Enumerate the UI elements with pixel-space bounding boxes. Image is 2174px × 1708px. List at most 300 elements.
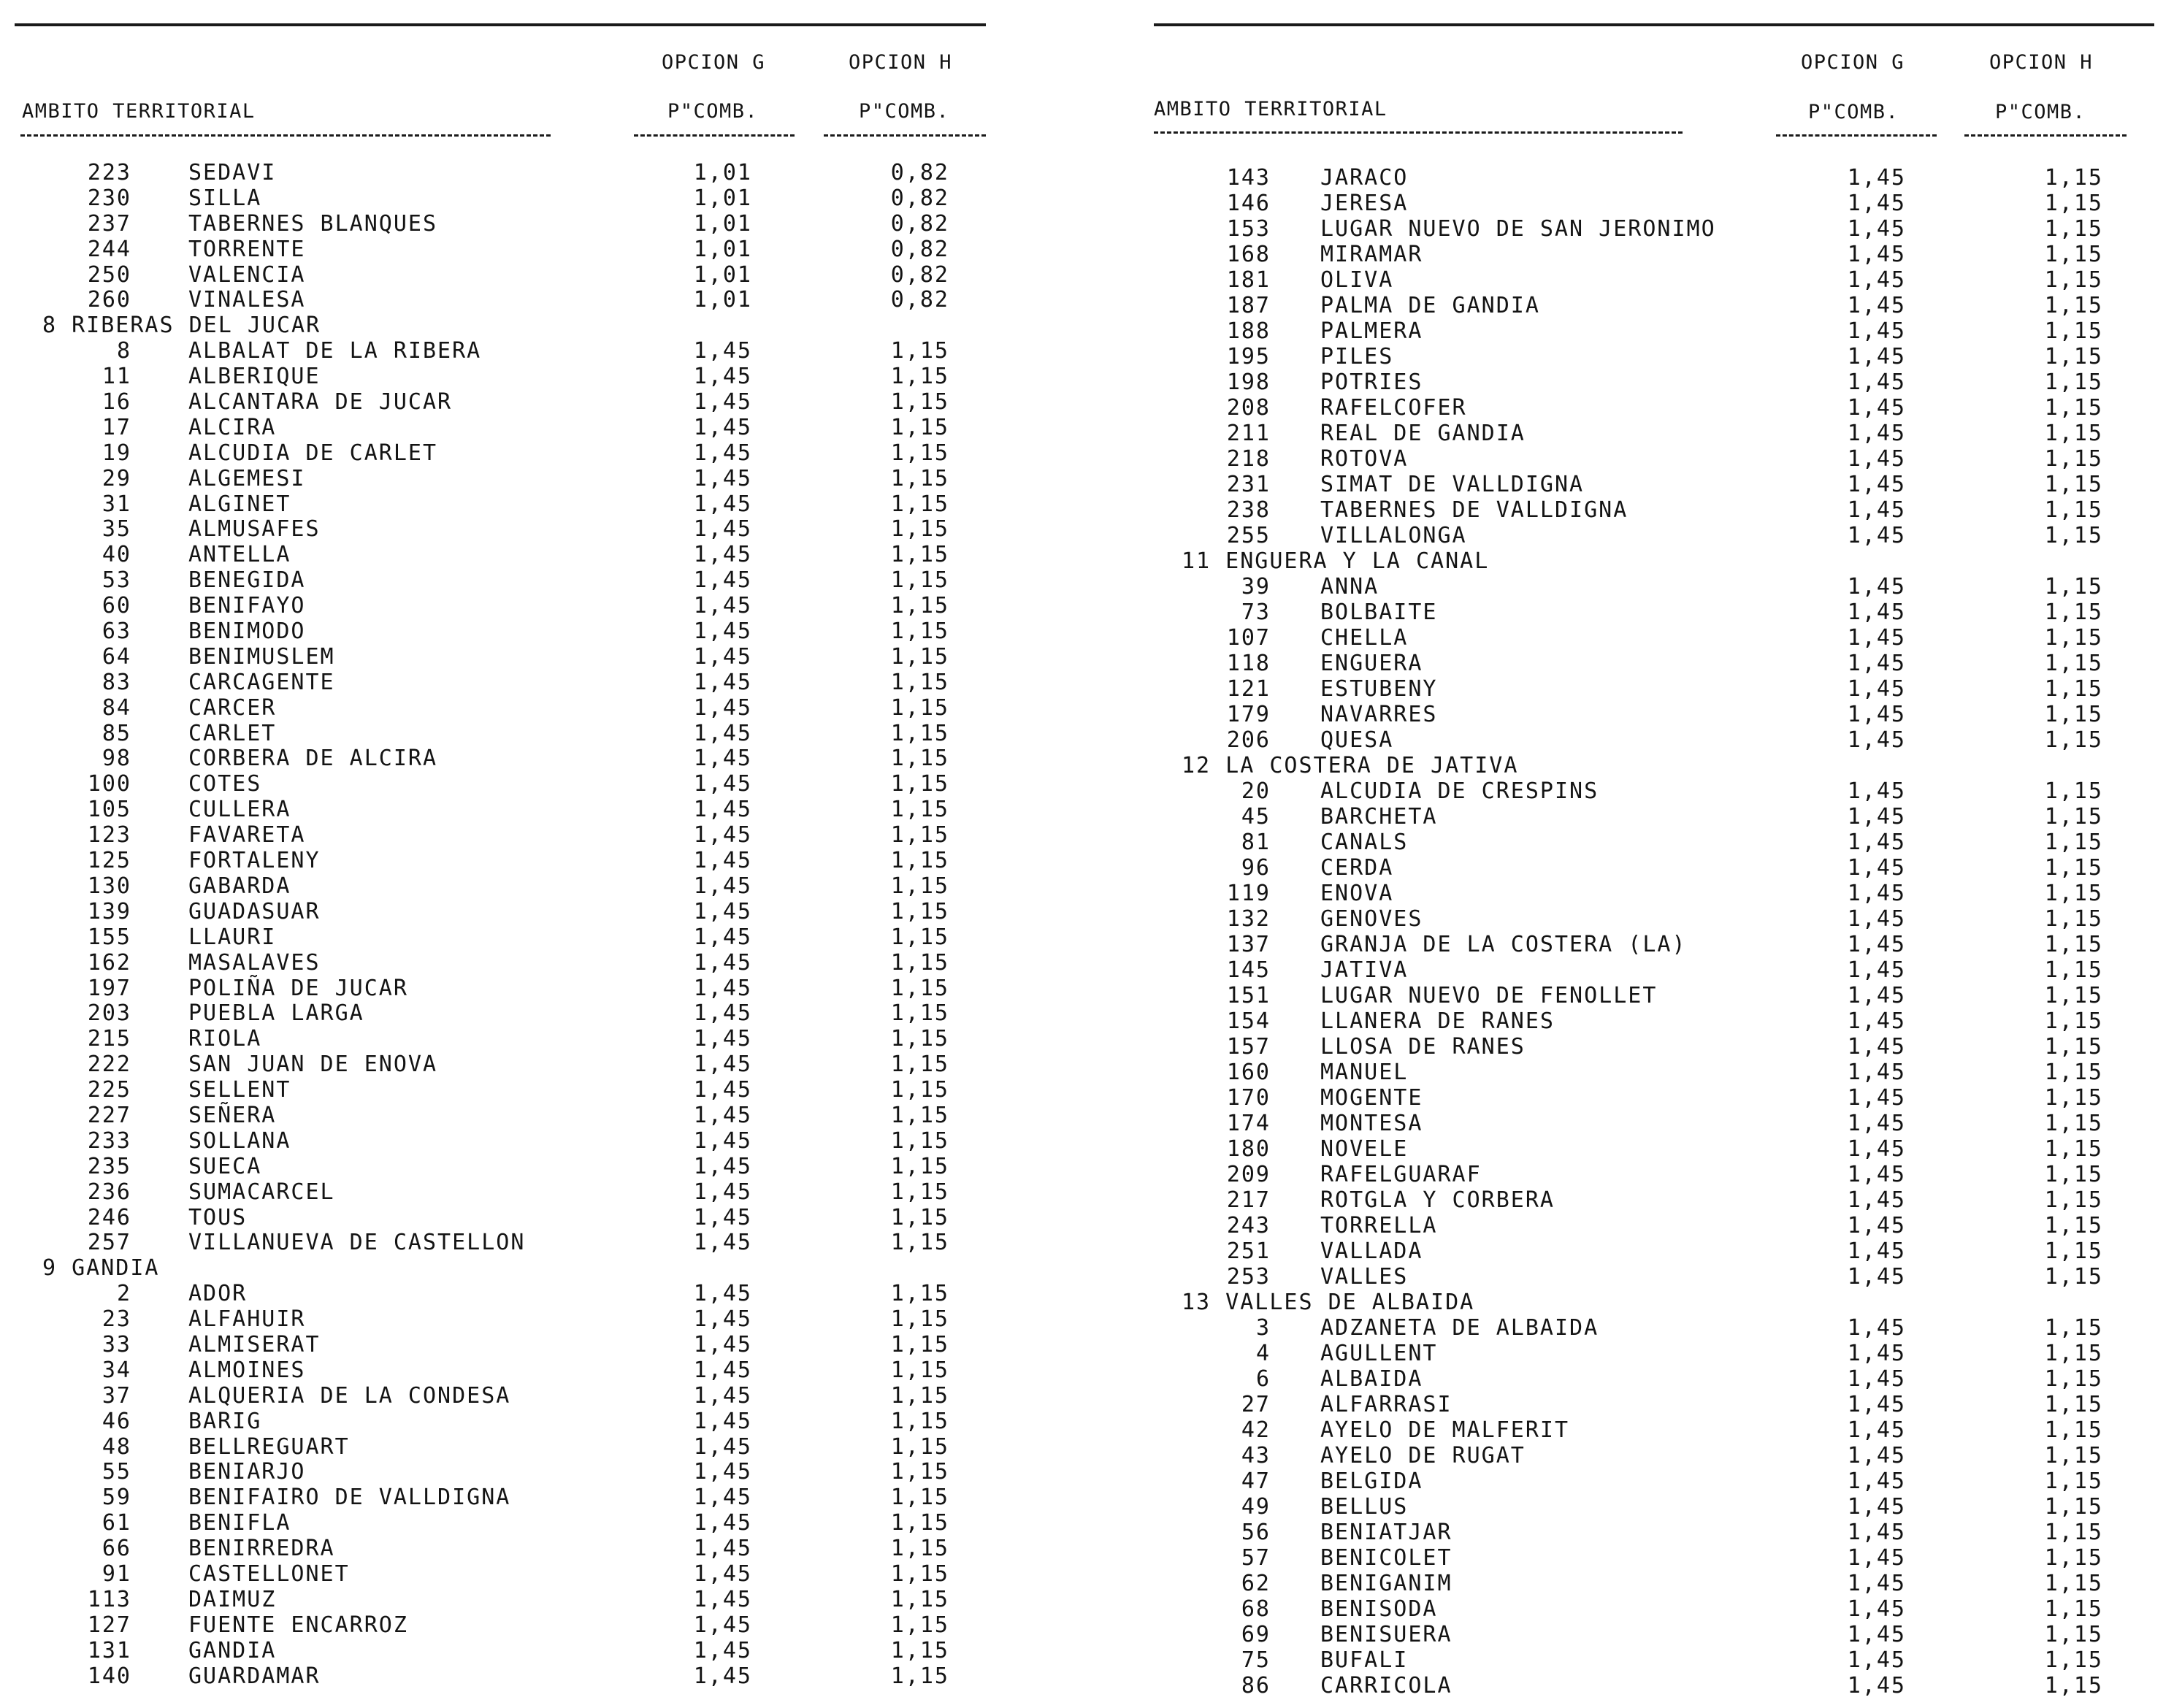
table-row: [1154, 395, 2174, 421]
table-row: [1154, 983, 2174, 1008]
table-row: [0, 1307, 1037, 1333]
opcion-g-value: 1,45: [1847, 1341, 1906, 1366]
municipality-name: POLIÑA DE JUCAR: [188, 975, 408, 1001]
opcion-g-value: 1,45: [693, 1637, 752, 1663]
municipality-code: 127: [87, 1612, 131, 1638]
opcion-h-value: 1,15: [2044, 1622, 2103, 1647]
municipality-code: 3: [1255, 1315, 1271, 1341]
municipality-name: OLIVA: [1320, 267, 1394, 293]
opcion-h-value: 1,15: [890, 746, 949, 772]
municipality-code: 119: [1226, 881, 1271, 906]
municipality-code: 4: [1255, 1341, 1271, 1366]
opcion-g-value: 1,45: [693, 1230, 752, 1256]
municipality-name: QUESA: [1320, 727, 1394, 753]
right-page: [1154, 0, 2174, 1708]
municipality-code: 174: [1226, 1111, 1271, 1136]
municipality-code: 153: [1226, 216, 1271, 242]
opcion-g-value: 1,45: [693, 1510, 752, 1536]
opcion-h-value: 1,15: [890, 1663, 949, 1689]
table-row: [1154, 1520, 2174, 1545]
opcion-h-value: 1,15: [890, 414, 949, 440]
opcion-g-value: 1,45: [1847, 1520, 1906, 1545]
table-row: [1154, 242, 2174, 267]
municipality-code: 96: [1241, 855, 1271, 881]
table-row: [0, 288, 1037, 313]
municipality-code: 215: [87, 1026, 131, 1052]
municipality-code: 91: [102, 1560, 131, 1587]
municipality-name: ADZANETA DE ALBAIDA: [1320, 1315, 1599, 1341]
opcion-g-value: 1,45: [693, 567, 752, 594]
opcion-g-value: 1,45: [693, 491, 752, 517]
municipality-code: 53: [102, 567, 131, 594]
ambito-underline: [1154, 131, 1683, 134]
opcion-h-value: 1,15: [890, 567, 949, 594]
municipality-code: 8: [116, 338, 131, 364]
municipality-code: 84: [102, 694, 131, 721]
municipality-name: CANALS: [1320, 830, 1409, 855]
table-row: [1154, 1085, 2174, 1111]
opcion-h-value: 1,15: [2044, 293, 2103, 318]
table-row: [0, 237, 1037, 263]
municipality-name: CULLERA: [188, 797, 291, 823]
opcion-h-value: 1,15: [2044, 216, 2103, 242]
table-row: [0, 619, 1037, 645]
municipality-code: 203: [87, 1000, 131, 1027]
opcion-h-value: 1,15: [2044, 855, 2103, 881]
table-row: [0, 1460, 1037, 1485]
opcion-g-underline: [1776, 134, 1937, 137]
opcion-g-value: 1,45: [1847, 1111, 1906, 1136]
municipality-name: ALBAIDA: [1320, 1366, 1423, 1392]
municipality-code: 57: [1241, 1545, 1271, 1571]
opcion-g-value: 1,45: [1847, 523, 1906, 548]
opcion-h-value: 1,15: [2044, 1111, 2103, 1136]
municipality-code: 251: [1226, 1238, 1271, 1264]
municipality-name: VILLANUEVA DE CASTELLON: [188, 1230, 526, 1256]
table-row: [0, 1180, 1037, 1206]
table-row: [1154, 1647, 2174, 1673]
municipality-name: VILLALONGA: [1320, 523, 1467, 548]
municipality-name: FORTALENY: [188, 848, 321, 874]
opcion-h-value: 1,15: [890, 848, 949, 874]
municipality-code: 105: [87, 797, 131, 823]
opcion-h-value: 1,15: [2044, 1673, 2103, 1699]
table-row: [0, 1384, 1037, 1409]
opcion-g-header: OPCION G: [1801, 51, 1905, 74]
opcion-g-value: 1,45: [1847, 369, 1906, 395]
opcion-h-value: 1,15: [890, 1077, 949, 1103]
municipality-code: 130: [87, 873, 131, 899]
table-row: [1154, 1494, 2174, 1520]
opcion-g-value: 1,45: [1847, 651, 1906, 676]
municipality-name: CARLET: [188, 720, 277, 746]
municipality-name: VINALESA: [188, 287, 306, 313]
opcion-h-value: 1,15: [2044, 702, 2103, 727]
municipality-name: ALGINET: [188, 491, 291, 517]
opcion-h-value: 1,15: [890, 1026, 949, 1052]
municipality-code: 55: [102, 1459, 131, 1485]
opcion-g-value: 1,45: [1847, 574, 1906, 600]
opcion-g-value: 1,01: [693, 236, 752, 262]
municipality-code: 48: [102, 1433, 131, 1460]
municipality-name: ALQUERIA DE LA CONDESA: [188, 1382, 511, 1409]
municipality-name: TORRELLA: [1320, 1213, 1438, 1238]
opcion-h-value: 1,15: [2044, 1392, 2103, 1417]
municipality-code: 69: [1241, 1622, 1271, 1647]
municipality-code: 211: [1226, 421, 1271, 446]
table-row: [1154, 1264, 2174, 1290]
opcion-g-value: 1,45: [693, 414, 752, 440]
opcion-g-value: 1,45: [1847, 1085, 1906, 1111]
municipality-code: 237: [87, 210, 131, 237]
municipality-code: 209: [1226, 1162, 1271, 1187]
municipality-name: JERESA: [1320, 191, 1409, 216]
opcion-g-value: 1,45: [693, 669, 752, 695]
municipality-code: 162: [87, 949, 131, 976]
municipality-code: 146: [1226, 191, 1271, 216]
municipality-name: ALMOINES: [188, 1357, 306, 1383]
table-row: [1154, 625, 2174, 651]
municipality-name: BENISUERA: [1320, 1622, 1452, 1647]
municipality-name: AYELO DE RUGAT: [1320, 1443, 1526, 1468]
municipality-code: 218: [1226, 446, 1271, 472]
opcion-g-value: 1,45: [693, 848, 752, 874]
opcion-g-value: 1,01: [693, 261, 752, 288]
municipality-name: PILES: [1320, 344, 1394, 369]
municipality-name: BENIATJAR: [1320, 1520, 1452, 1545]
municipality-name: SELLENT: [188, 1077, 291, 1103]
table-row: [0, 517, 1037, 543]
region-header-row: [1154, 753, 2174, 778]
opcion-h-value: 0,82: [890, 261, 949, 288]
opcion-h-value: 1,15: [890, 1052, 949, 1078]
municipality-code: 60: [102, 593, 131, 619]
table-row: [1154, 472, 2174, 497]
municipality-name: ALMISERAT: [188, 1331, 321, 1357]
opcion-h-value: 1,15: [2044, 1494, 2103, 1520]
opcion-g-value: 1,45: [1847, 1060, 1906, 1085]
region-label: 12 LA COSTERA DE JATIVA: [1182, 753, 1519, 778]
municipality-code: 98: [102, 746, 131, 772]
opcion-h-value: 0,82: [890, 185, 949, 211]
opcion-h-value: 1,15: [890, 516, 949, 543]
municipality-name: ALBERIQUE: [188, 364, 321, 390]
opcion-g-value: 1,45: [693, 1052, 752, 1078]
table-row: [1154, 1366, 2174, 1392]
municipality-code: 118: [1226, 651, 1271, 676]
municipality-name: GRANJA DE LA COSTERA (LA): [1320, 932, 1687, 957]
municipality-name: ROTOVA: [1320, 446, 1409, 472]
opcion-h-value: 1,15: [2044, 395, 2103, 421]
opcion-h-value: 1,15: [890, 1612, 949, 1638]
opcion-h-value: 1,15: [2044, 446, 2103, 472]
table-row: [0, 645, 1037, 670]
opcion-g-value: 1,45: [693, 1663, 752, 1689]
opcion-g-value: 1,45: [693, 389, 752, 415]
municipality-name: LLANERA DE RANES: [1320, 1008, 1555, 1034]
opcion-h-value: 1,15: [890, 924, 949, 950]
opcion-g-value: 1,45: [693, 873, 752, 899]
municipality-name: SIMAT DE VALLDIGNA: [1320, 472, 1585, 497]
table-row: [0, 1154, 1037, 1180]
municipality-name: JATIVA: [1320, 957, 1409, 983]
municipality-code: 260: [87, 287, 131, 313]
municipality-code: 66: [102, 1536, 131, 1562]
opcion-g-value: 1,45: [693, 1026, 752, 1052]
municipality-name: ESTUBENY: [1320, 676, 1438, 702]
opcion-g-value: 1,45: [693, 1485, 752, 1511]
opcion-g-value: 1,45: [693, 822, 752, 849]
opcion-g-value: 1,45: [1847, 1187, 1906, 1213]
opcion-h-value: 1,15: [2044, 1545, 2103, 1571]
table-row: [1154, 216, 2174, 242]
opcion-g-value: 1,45: [1847, 1034, 1906, 1060]
region-header-row: [0, 1256, 1037, 1282]
opcion-g-value: 1,45: [693, 1408, 752, 1434]
opcion-g-value: 1,45: [693, 797, 752, 823]
municipality-code: 125: [87, 848, 131, 874]
opcion-g-value: 1,45: [1847, 1264, 1906, 1290]
opcion-h-value: 1,15: [890, 440, 949, 466]
municipality-name: ALFARRASI: [1320, 1392, 1452, 1417]
region-label: 9 GANDIA: [42, 1255, 160, 1282]
opcion-h-value: 1,15: [890, 1510, 949, 1536]
opcion-g-value: 1,45: [1847, 983, 1906, 1008]
municipality-name: ENGUERA: [1320, 651, 1423, 676]
opcion-h-value: 1,15: [2044, 165, 2103, 191]
opcion-h-value: 1,15: [2044, 344, 2103, 369]
municipality-code: 37: [102, 1382, 131, 1409]
municipality-name: SEDAVI: [188, 160, 277, 185]
opcion-g-value: 1,45: [1847, 1213, 1906, 1238]
municipality-code: 139: [87, 898, 131, 924]
opcion-h-underline: [824, 134, 986, 137]
table-row: [0, 1588, 1037, 1613]
table-row: [0, 746, 1037, 772]
table-row: [0, 900, 1037, 925]
opcion-h-value: 1,15: [890, 1459, 949, 1485]
municipality-name: REAL DE GANDIA: [1320, 421, 1526, 446]
municipality-code: 42: [1241, 1417, 1271, 1443]
opcion-g-value: 1,45: [693, 949, 752, 976]
opcion-g-value: 1,45: [693, 1102, 752, 1128]
municipality-name: FUENTE ENCARROZ: [188, 1612, 408, 1638]
municipality-name: SILLA: [188, 185, 262, 211]
opcion-h-value: 1,15: [2044, 804, 2103, 830]
municipality-name: GANDIA: [188, 1637, 277, 1663]
opcion-h-value: 0,82: [890, 210, 949, 237]
municipality-name: BELLUS: [1320, 1494, 1409, 1520]
ambito-header: AMBITO TERRITORIAL: [1154, 98, 1388, 120]
municipality-name: ALGEMESI: [188, 465, 306, 491]
municipality-code: 11: [102, 364, 131, 390]
opcion-g-value: 1,45: [1847, 1008, 1906, 1034]
opcion-h-value: 1,15: [890, 465, 949, 491]
municipality-name: ALCUDIA DE CRESPINS: [1320, 778, 1599, 804]
table-row: [0, 1027, 1037, 1052]
table-row: [0, 492, 1037, 518]
municipality-name: ALFAHUIR: [188, 1306, 306, 1333]
opcion-h-value: 1,15: [890, 975, 949, 1001]
table-row: [1154, 1571, 2174, 1596]
municipality-name: RIOLA: [188, 1026, 262, 1052]
opcion-h-value: 1,15: [890, 389, 949, 415]
opcion-g-value: 1,45: [693, 1179, 752, 1205]
municipality-code: 31: [102, 491, 131, 517]
municipality-name: PUEBLA LARGA: [188, 1000, 364, 1027]
table-row: [1154, 676, 2174, 702]
opcion-g-value: 1,45: [693, 771, 752, 797]
opcion-g-value: 1,45: [1847, 830, 1906, 855]
opcion-h-value: 1,15: [2044, 600, 2103, 625]
opcion-g-value: 1,01: [693, 185, 752, 211]
municipality-name: JARACO: [1320, 165, 1409, 191]
municipality-code: 62: [1241, 1571, 1271, 1596]
opcion-g-value: 1,45: [693, 1127, 752, 1154]
municipality-code: 131: [87, 1637, 131, 1663]
municipality-code: 137: [1226, 932, 1271, 957]
municipality-code: 43: [1241, 1443, 1271, 1468]
opcion-h-value: 1,15: [2044, 778, 2103, 804]
opcion-g-value: 1,45: [693, 1612, 752, 1638]
municipality-name: CERDA: [1320, 855, 1394, 881]
table-row: [1154, 1111, 2174, 1136]
table-row: [0, 339, 1037, 364]
opcion-g-value: 1,45: [1847, 1596, 1906, 1622]
opcion-h-value: 1,15: [890, 1000, 949, 1027]
table-row: [0, 594, 1037, 619]
municipality-code: 180: [1226, 1136, 1271, 1162]
table-row: [0, 161, 1037, 186]
opcion-h-value: 1,15: [890, 797, 949, 823]
opcion-g-value: 1,45: [1847, 1136, 1906, 1162]
municipality-code: 235: [87, 1153, 131, 1179]
opcion-h-value: 1,15: [2044, 1417, 2103, 1443]
municipality-code: 181: [1226, 267, 1271, 293]
municipality-code: 225: [87, 1077, 131, 1103]
ambito-header: AMBITO TERRITORIAL: [22, 100, 256, 123]
table-row: [0, 1664, 1037, 1690]
table-row: [0, 1282, 1037, 1307]
municipality-name: MONTESA: [1320, 1111, 1423, 1136]
table-row: [0, 568, 1037, 594]
municipality-code: 206: [1226, 727, 1271, 753]
opcion-h-value: 1,15: [2044, 881, 2103, 906]
municipality-name: BENIRREDRA: [188, 1536, 335, 1562]
opcion-h-header: OPCION H: [1989, 51, 2094, 74]
municipality-name: SEÑERA: [188, 1102, 277, 1128]
opcion-g-value: 1,45: [1847, 267, 1906, 293]
opcion-h-value: 1,15: [2044, 472, 2103, 497]
opcion-g-value: 1,45: [693, 516, 752, 543]
opcion-g-value: 1,45: [1847, 216, 1906, 242]
table-row: [1154, 1545, 2174, 1571]
municipality-code: 61: [102, 1510, 131, 1536]
municipality-code: 2: [116, 1281, 131, 1307]
municipality-name: BENIGANIM: [1320, 1571, 1452, 1596]
municipality-name: ENOVA: [1320, 881, 1394, 906]
opcion-g-value: 1,45: [1847, 1162, 1906, 1187]
municipality-name: ALCUDIA DE CARLET: [188, 440, 438, 466]
opcion-g-value: 1,45: [693, 1204, 752, 1230]
opcion-g-value: 1,45: [1847, 293, 1906, 318]
opcion-g-value: 1,45: [1847, 242, 1906, 267]
municipality-code: 17: [102, 414, 131, 440]
opcion-g-value: 1,45: [693, 1586, 752, 1612]
table-row: [1154, 165, 2174, 191]
municipality-code: 208: [1226, 395, 1271, 421]
opcion-g-value: 1,45: [1847, 676, 1906, 702]
municipality-name: PALMERA: [1320, 318, 1423, 344]
opcion-h-value: 1,15: [2044, 727, 2103, 753]
municipality-code: 47: [1241, 1468, 1271, 1494]
table-row: [1154, 523, 2174, 548]
municipality-code: 121: [1226, 676, 1271, 702]
opcion-g-value: 1,45: [693, 1459, 752, 1485]
opcion-h-value: 1,15: [2044, 1085, 2103, 1111]
table-row: [1154, 344, 2174, 369]
opcion-h-value: 1,15: [890, 1306, 949, 1333]
table-row: [0, 263, 1037, 288]
opcion-g-value: 1,45: [1847, 472, 1906, 497]
opcion-h-value: 1,15: [890, 720, 949, 746]
table-row: [1154, 1468, 2174, 1494]
municipality-name: BUFALI: [1320, 1647, 1409, 1673]
table-row: [0, 1129, 1037, 1154]
municipality-code: 140: [87, 1663, 131, 1689]
opcion-h-value: 1,15: [890, 1127, 949, 1154]
table-row: [0, 1536, 1037, 1562]
opcion-h-value: 1,15: [2044, 369, 2103, 395]
table-row: [1154, 369, 2174, 395]
table-row: [0, 1639, 1037, 1664]
table-row: [0, 1511, 1037, 1536]
opcion-h-value: 1,15: [890, 1408, 949, 1434]
table-row: [1154, 1443, 2174, 1468]
opcion-g-value: 1,01: [693, 210, 752, 237]
opcion-g-value: 1,45: [1847, 625, 1906, 651]
opcion-h-value: 1,15: [2044, 625, 2103, 651]
opcion-h-value: 1,15: [890, 1179, 949, 1205]
table-row: [1154, 1622, 2174, 1647]
table-row: [0, 1103, 1037, 1129]
table-row: [0, 1358, 1037, 1384]
municipality-name: CASTELLONET: [188, 1560, 350, 1587]
municipality-name: AGULLENT: [1320, 1341, 1438, 1366]
municipality-code: 231: [1226, 472, 1271, 497]
table-row: [1154, 497, 2174, 523]
municipality-name: SUMACARCEL: [188, 1179, 335, 1205]
table-row: [0, 1052, 1037, 1078]
municipality-name: VALLES: [1320, 1264, 1409, 1290]
municipality-name: BARIG: [188, 1408, 262, 1434]
opcion-g-value: 1,01: [693, 287, 752, 313]
opcion-h-value: 1,15: [890, 1331, 949, 1357]
opcion-g-value: 1,45: [1847, 1417, 1906, 1443]
municipality-code: 16: [102, 389, 131, 415]
municipality-name: BENICOLET: [1320, 1545, 1452, 1571]
table-row: [1154, 804, 2174, 830]
municipality-name: BENIFAIRO DE VALLDIGNA: [188, 1485, 511, 1511]
opcion-h-value: 0,82: [890, 287, 949, 313]
table-row: [1154, 421, 2174, 446]
opcion-g-value: 1,45: [1847, 1673, 1906, 1699]
municipality-name: ANTELLA: [188, 542, 291, 568]
table-row: [1154, 293, 2174, 318]
municipality-code: 45: [1241, 804, 1271, 830]
opcion-g-value: 1,45: [1847, 727, 1906, 753]
opcion-h-value: 1,15: [2044, 906, 2103, 932]
